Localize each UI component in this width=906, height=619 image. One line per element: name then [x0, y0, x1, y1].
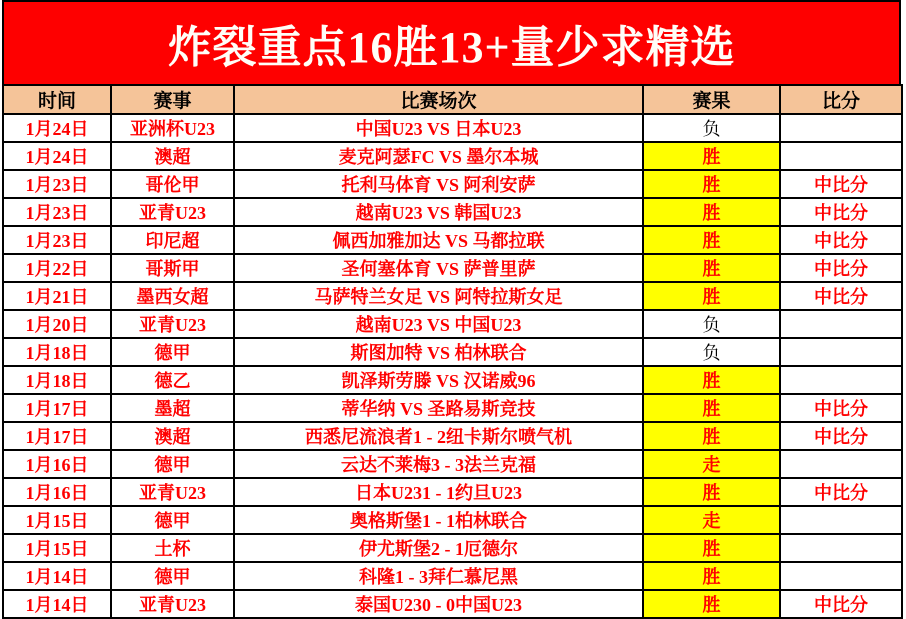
table-row: [3, 450, 902, 478]
table-row: [3, 170, 902, 198]
cell-match: 凯泽斯劳滕 VS 汉诺威96: [234, 366, 643, 394]
table-row: [3, 422, 902, 450]
cell-result: 胜: [643, 226, 780, 254]
cell-score: 中比分: [780, 478, 902, 506]
cell-league: 哥斯甲: [111, 254, 234, 282]
cell-score: [780, 562, 902, 590]
cell-date: 1月20日: [3, 310, 111, 338]
cell-date: 1月15日: [3, 506, 111, 534]
cell-league: 澳超: [111, 142, 234, 170]
cell-date: 1月24日: [3, 114, 111, 142]
cell-result: 胜: [643, 590, 780, 618]
cell-score: [780, 114, 902, 142]
cell-score: [780, 450, 902, 478]
table-row: [3, 366, 902, 394]
header-cell-match: 比赛场次: [234, 85, 643, 114]
cell-date: 1月16日: [3, 478, 111, 506]
cell-score: [780, 310, 902, 338]
cell-league: 亚青U23: [111, 310, 234, 338]
cell-match: 斯图加特 VS 柏林联合: [234, 338, 643, 366]
cell-score: [780, 534, 902, 562]
cell-match: 科隆1 - 3拜仁慕尼黑: [234, 562, 643, 590]
cell-score: [780, 506, 902, 534]
table-row: [3, 282, 902, 310]
cell-result: 胜: [643, 170, 780, 198]
cell-result: 胜: [643, 478, 780, 506]
header-row: [3, 85, 902, 114]
cell-league: 墨超: [111, 394, 234, 422]
cell-match: 托利马体育 VS 阿利安萨: [234, 170, 643, 198]
cell-match: 云达不莱梅3 - 3法兰克福: [234, 450, 643, 478]
cell-score: 中比分: [780, 226, 902, 254]
table-row: [3, 338, 902, 366]
cell-date: 1月14日: [3, 562, 111, 590]
table-row: [3, 226, 902, 254]
cell-match: 伊尤斯堡2 - 1厄德尔: [234, 534, 643, 562]
cell-score: 中比分: [780, 254, 902, 282]
results-tbody: [3, 114, 902, 618]
cell-match: 越南U23 VS 中国U23: [234, 310, 643, 338]
table-row: [3, 478, 902, 506]
cell-result: 胜: [643, 366, 780, 394]
cell-league: 亚青U23: [111, 198, 234, 226]
cell-date: 1月24日: [3, 142, 111, 170]
cell-score: 中比分: [780, 198, 902, 226]
header-cell-league: 赛事: [111, 85, 234, 114]
cell-date: 1月14日: [3, 590, 111, 618]
table-row: [3, 394, 902, 422]
cell-match: 麦克阿瑟FC VS 墨尔本城: [234, 142, 643, 170]
table-row: [3, 562, 902, 590]
cell-match: 日本U231 - 1约旦U23: [234, 478, 643, 506]
cell-score: [780, 366, 902, 394]
cell-date: 1月18日: [3, 366, 111, 394]
cell-match: 泰国U230 - 0中国U23: [234, 590, 643, 618]
cell-match: 圣何塞体育 VS 萨普里萨: [234, 254, 643, 282]
header-cell-result: 赛果: [643, 85, 780, 114]
cell-date: 1月23日: [3, 226, 111, 254]
results-table: [2, 84, 903, 619]
cell-date: 1月23日: [3, 198, 111, 226]
cell-league: 德甲: [111, 338, 234, 366]
table-row: [3, 254, 902, 282]
table-row: [3, 590, 902, 618]
cell-league: 哥伦甲: [111, 170, 234, 198]
cell-score: 中比分: [780, 422, 902, 450]
cell-result: 负: [643, 338, 780, 366]
cell-league: 德乙: [111, 366, 234, 394]
table-row: [3, 310, 902, 338]
cell-result: 胜: [643, 562, 780, 590]
cell-date: 1月17日: [3, 394, 111, 422]
table-row: [3, 506, 902, 534]
cell-result: 负: [643, 114, 780, 142]
cell-score: [780, 338, 902, 366]
cell-match: 奥格斯堡1 - 1柏林联合: [234, 506, 643, 534]
cell-date: 1月23日: [3, 170, 111, 198]
cell-score: 中比分: [780, 282, 902, 310]
cell-match: 马萨特兰女足 VS 阿特拉斯女足: [234, 282, 643, 310]
cell-league: 土杯: [111, 534, 234, 562]
cell-result: 走: [643, 450, 780, 478]
cell-date: 1月16日: [3, 450, 111, 478]
page: [2, 0, 901, 619]
cell-result: 胜: [643, 394, 780, 422]
table-row: [3, 142, 902, 170]
cell-result: 胜: [643, 282, 780, 310]
cell-score: 中比分: [780, 394, 902, 422]
cell-league: 德甲: [111, 506, 234, 534]
cell-date: 1月22日: [3, 254, 111, 282]
cell-date: 1月15日: [3, 534, 111, 562]
cell-match: 佩西加雅加达 VS 马都拉联: [234, 226, 643, 254]
cell-league: 澳超: [111, 422, 234, 450]
table-row: [3, 114, 902, 142]
cell-league: 亚青U23: [111, 590, 234, 618]
cell-result: 负: [643, 310, 780, 338]
cell-result: 胜: [643, 142, 780, 170]
cell-result: 胜: [643, 254, 780, 282]
cell-league: 德甲: [111, 450, 234, 478]
banner-title: 炸裂重点16胜13+量少求精选: [167, 23, 736, 72]
cell-league: 印尼超: [111, 226, 234, 254]
cell-score: 中比分: [780, 590, 902, 618]
header-cell-score: 比分: [780, 85, 902, 114]
cell-league: 亚洲杯U23: [111, 114, 234, 142]
promo-banner: [2, 0, 901, 84]
cell-result: 胜: [643, 198, 780, 226]
cell-league: 德甲: [111, 562, 234, 590]
table-row: [3, 198, 902, 226]
cell-match: 西悉尼流浪者1 - 2纽卡斯尔喷气机: [234, 422, 643, 450]
cell-match: 中国U23 VS 日本U23: [234, 114, 643, 142]
cell-date: 1月17日: [3, 422, 111, 450]
cell-score: [780, 142, 902, 170]
cell-result: 胜: [643, 534, 780, 562]
cell-match: 蒂华纳 VS 圣路易斯竞技: [234, 394, 643, 422]
cell-date: 1月18日: [3, 338, 111, 366]
cell-result: 胜: [643, 422, 780, 450]
cell-league: 墨西女超: [111, 282, 234, 310]
header-cell-time: 时间: [3, 85, 111, 114]
cell-result: 走: [643, 506, 780, 534]
cell-match: 越南U23 VS 韩国U23: [234, 198, 643, 226]
cell-date: 1月21日: [3, 282, 111, 310]
table-row: [3, 534, 902, 562]
cell-league: 亚青U23: [111, 478, 234, 506]
cell-score: 中比分: [780, 170, 902, 198]
